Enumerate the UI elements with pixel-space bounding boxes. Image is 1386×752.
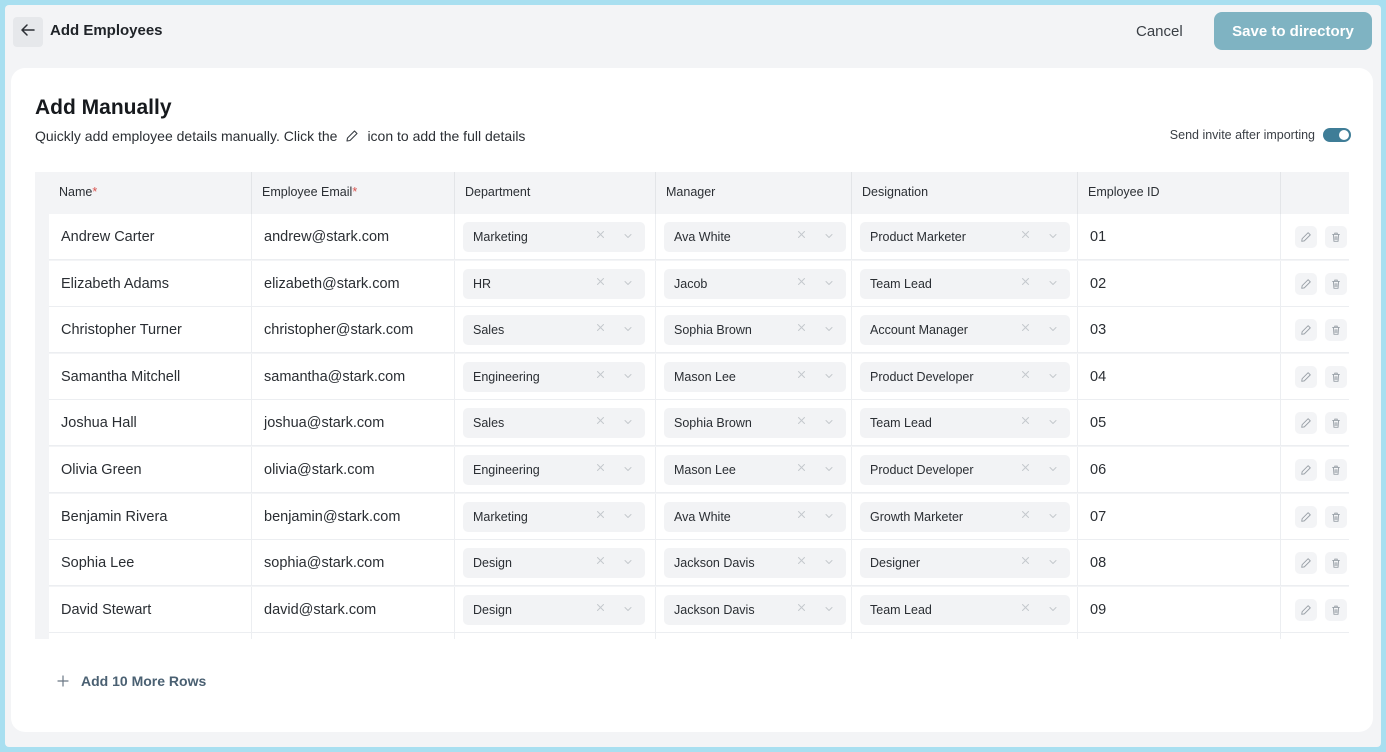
- manager-value: Mason Lee: [674, 463, 736, 477]
- designation-cell: [852, 214, 1078, 260]
- pencil-icon: [1300, 417, 1312, 429]
- employee-email[interactable]: samantha@stark.com: [252, 354, 455, 400]
- department-value: Engineering: [473, 463, 540, 477]
- designation-select[interactable]: [860, 455, 1070, 485]
- designation-value: Growth Marketer: [870, 509, 964, 524]
- close-icon[interactable]: [1021, 370, 1030, 379]
- chevron-down-icon[interactable]: [1048, 417, 1058, 427]
- back-button[interactable]: [13, 17, 43, 47]
- department-select[interactable]: [463, 455, 645, 485]
- edit-button[interactable]: [1295, 412, 1317, 434]
- manager-cell: [656, 447, 852, 493]
- card-title: Add Manually: [35, 96, 172, 119]
- add-rows-label: Add 10 More Rows: [81, 673, 207, 689]
- trash-icon: [1330, 371, 1342, 383]
- department-value: Design: [473, 556, 512, 571]
- employee-name[interactable]: Benjamin Rivera: [49, 494, 252, 540]
- designation-select[interactable]: [860, 595, 1070, 625]
- row-actions: [1295, 447, 1349, 493]
- designation-select[interactable]: [860, 269, 1070, 299]
- close-icon[interactable]: [596, 370, 605, 379]
- chevron-down-icon[interactable]: [1048, 604, 1058, 614]
- pencil-icon: [1300, 231, 1312, 243]
- chevron-down-icon[interactable]: [824, 557, 834, 567]
- chevron-down-icon[interactable]: [824, 604, 834, 614]
- department-cell: [455, 307, 656, 353]
- designation-value: Team Lead: [870, 416, 932, 431]
- chevron-down-icon[interactable]: [1048, 511, 1058, 521]
- pencil-icon: [1300, 604, 1312, 616]
- manager-select[interactable]: [664, 595, 846, 625]
- edit-button[interactable]: [1295, 319, 1317, 341]
- table-row: [49, 400, 1349, 446]
- trash-icon: [1330, 231, 1342, 243]
- cancel-button[interactable]: Cancel: [1122, 19, 1197, 45]
- chevron-down-icon[interactable]: [623, 464, 633, 474]
- arrow-left-icon: [20, 22, 36, 43]
- employee-name[interactable]: Samantha Mitchell: [49, 354, 252, 400]
- close-icon[interactable]: [797, 230, 806, 239]
- employee-id[interactable]: 07: [1078, 494, 1281, 540]
- empty-cell[interactable]: [1078, 633, 1281, 639]
- designation-value: Product Developer: [870, 369, 974, 384]
- manager-select[interactable]: [664, 362, 846, 392]
- close-icon[interactable]: [596, 230, 605, 239]
- employee-id[interactable]: 08: [1078, 540, 1281, 586]
- add-manually-card: [11, 68, 1373, 732]
- manager-cell: [656, 400, 852, 446]
- chevron-down-icon[interactable]: [1048, 464, 1058, 474]
- manager-select[interactable]: [664, 548, 846, 578]
- department-value: Design: [473, 602, 512, 617]
- pencil-icon: [1300, 278, 1312, 290]
- close-icon[interactable]: [596, 463, 605, 472]
- close-icon[interactable]: [797, 370, 806, 379]
- department-value: Marketing: [473, 230, 528, 244]
- manager-value: Jackson Davis: [674, 556, 755, 571]
- employee-email[interactable]: benjamin@stark.com: [252, 494, 455, 540]
- chevron-down-icon[interactable]: [824, 417, 834, 427]
- employee-name[interactable]: David Stewart: [49, 587, 252, 633]
- chevron-down-icon[interactable]: [623, 324, 633, 334]
- employee-email[interactable]: sophia@stark.com: [252, 540, 455, 586]
- edit-button[interactable]: [1295, 226, 1317, 248]
- edit-button[interactable]: [1295, 552, 1317, 574]
- table-row: [49, 494, 1349, 540]
- close-icon[interactable]: [1021, 603, 1030, 612]
- page-title: Add Employees: [50, 22, 163, 39]
- manager-value: Sophia Brown: [674, 416, 752, 431]
- table-row: [49, 540, 1349, 586]
- designation-cell: [852, 540, 1078, 586]
- trash-icon: [1330, 604, 1342, 616]
- manager-select[interactable]: [664, 269, 846, 299]
- delete-button[interactable]: [1325, 366, 1347, 388]
- delete-button[interactable]: [1325, 506, 1347, 528]
- chevron-down-icon[interactable]: [1048, 557, 1058, 567]
- manager-select[interactable]: [664, 222, 846, 252]
- designation-cell: [852, 261, 1078, 307]
- employee-name[interactable]: Andrew Carter: [49, 214, 252, 260]
- pencil-icon: [1300, 464, 1312, 476]
- chevron-down-icon[interactable]: [1048, 324, 1058, 334]
- delete-button[interactable]: [1325, 599, 1347, 621]
- empty-cell[interactable]: [252, 633, 455, 639]
- employee-email[interactable]: joshua@stark.com: [252, 400, 455, 446]
- header-designation: Designation: [852, 172, 1078, 214]
- department-select[interactable]: [463, 362, 645, 392]
- row-actions: [1295, 400, 1349, 446]
- save-to-directory-button[interactable]: Save to directory: [1214, 12, 1372, 50]
- department-value: Marketing: [473, 509, 528, 524]
- close-icon[interactable]: [596, 603, 605, 612]
- chevron-down-icon[interactable]: [623, 604, 633, 614]
- subtitle-text-before: Quickly add employee details manually. Click the: [35, 128, 338, 144]
- department-select[interactable]: [463, 269, 645, 299]
- designation-value: Team Lead: [870, 602, 932, 617]
- row-actions: [1295, 354, 1349, 400]
- header-email: Employee Email*: [252, 172, 455, 214]
- close-icon[interactable]: [797, 510, 806, 519]
- chevron-down-icon[interactable]: [1048, 371, 1058, 381]
- add-more-rows-button[interactable]: [57, 673, 206, 689]
- card-subtitle: [35, 128, 525, 144]
- designation-select[interactable]: [860, 362, 1070, 392]
- department-cell: [455, 447, 656, 493]
- edit-button[interactable]: [1295, 366, 1317, 388]
- employee-email[interactable]: olivia@stark.com: [252, 447, 455, 493]
- chevron-down-icon[interactable]: [824, 278, 834, 288]
- pencil-icon: [1300, 511, 1312, 523]
- delete-button[interactable]: [1325, 226, 1347, 248]
- department-select[interactable]: [463, 502, 645, 532]
- row-actions: [1295, 494, 1349, 540]
- header-actions: [1281, 172, 1349, 214]
- close-icon[interactable]: [1021, 230, 1030, 239]
- header-employee-id: Employee ID: [1078, 172, 1281, 214]
- close-icon[interactable]: [596, 556, 605, 565]
- app-window: [5, 5, 1381, 747]
- send-invite-toggle[interactable]: [1323, 128, 1351, 142]
- delete-button[interactable]: [1325, 319, 1347, 341]
- table-row: [49, 307, 1349, 353]
- manager-cell: [656, 494, 852, 540]
- department-select[interactable]: [463, 548, 645, 578]
- close-icon[interactable]: [1021, 277, 1030, 286]
- top-bar: [5, 5, 1381, 63]
- department-value: Engineering: [473, 369, 540, 384]
- manager-value: Jackson Davis: [674, 602, 755, 617]
- manager-value: Sophia Brown: [674, 323, 752, 338]
- designation-value: Product Marketer: [870, 230, 966, 244]
- designation-select[interactable]: [860, 222, 1070, 252]
- table-row: [49, 587, 1349, 633]
- trash-icon: [1330, 278, 1342, 290]
- employee-name[interactable]: Joshua Hall: [49, 400, 252, 446]
- table-row-empty: [49, 633, 1349, 639]
- empty-cell[interactable]: [49, 633, 252, 639]
- department-select[interactable]: [463, 595, 645, 625]
- designation-value: Product Developer: [870, 463, 974, 477]
- chevron-down-icon[interactable]: [824, 511, 834, 521]
- chevron-down-icon[interactable]: [824, 324, 834, 334]
- close-icon[interactable]: [596, 416, 605, 425]
- employee-id[interactable]: 02: [1078, 261, 1281, 307]
- close-icon[interactable]: [797, 416, 806, 425]
- trash-icon: [1330, 324, 1342, 336]
- chevron-down-icon[interactable]: [623, 231, 633, 241]
- employee-email[interactable]: elizabeth@stark.com: [252, 261, 455, 307]
- delete-button[interactable]: [1325, 273, 1347, 295]
- close-icon[interactable]: [1021, 556, 1030, 565]
- designation-select[interactable]: [860, 408, 1070, 438]
- department-select[interactable]: [463, 222, 645, 252]
- employee-name[interactable]: Sophia Lee: [49, 540, 252, 586]
- table-row: [49, 261, 1349, 307]
- send-invite-setting: [1170, 128, 1351, 142]
- designation-cell: [852, 307, 1078, 353]
- employee-email[interactable]: david@stark.com: [252, 587, 455, 633]
- close-icon[interactable]: [797, 556, 806, 565]
- row-actions: [1295, 307, 1349, 353]
- close-icon[interactable]: [1021, 323, 1030, 332]
- table-row: [49, 214, 1349, 260]
- manager-select[interactable]: [664, 315, 846, 345]
- close-icon[interactable]: [797, 603, 806, 612]
- employee-name[interactable]: Elizabeth Adams: [49, 261, 252, 307]
- employee-id[interactable]: 04: [1078, 354, 1281, 400]
- subtitle-text-after: icon to add the full details: [367, 128, 526, 144]
- close-icon[interactable]: [596, 510, 605, 519]
- employee-email[interactable]: christopher@stark.com: [252, 307, 455, 353]
- manager-cell: [656, 214, 852, 260]
- delete-button[interactable]: [1325, 459, 1347, 481]
- manager-select[interactable]: [664, 455, 846, 485]
- header-department: Department: [455, 172, 656, 214]
- table-row: [49, 447, 1349, 493]
- empty-cell[interactable]: [656, 633, 852, 639]
- employee-id[interactable]: 09: [1078, 587, 1281, 633]
- manager-value: Ava White: [674, 230, 731, 244]
- close-icon[interactable]: [797, 277, 806, 286]
- department-cell: [455, 400, 656, 446]
- manager-cell: [656, 261, 852, 307]
- department-value: Sales: [473, 323, 505, 338]
- delete-button[interactable]: [1325, 412, 1347, 434]
- chevron-down-icon[interactable]: [1048, 231, 1058, 241]
- department-cell: [455, 214, 656, 260]
- close-icon[interactable]: [596, 277, 605, 286]
- department-value: HR: [473, 276, 492, 291]
- header-name: Name*: [49, 172, 252, 214]
- chevron-down-icon[interactable]: [824, 371, 834, 381]
- employee-id[interactable]: 01: [1078, 214, 1281, 260]
- designation-cell: [852, 587, 1078, 633]
- designation-value: Designer: [870, 556, 921, 571]
- trash-icon: [1330, 511, 1342, 523]
- manager-cell: [656, 354, 852, 400]
- trash-icon: [1330, 557, 1342, 569]
- header-manager: Manager: [656, 172, 852, 214]
- employee-name[interactable]: Christopher Turner: [49, 307, 252, 353]
- employee-email[interactable]: andrew@stark.com: [252, 214, 455, 260]
- toggle-knob: [1339, 130, 1349, 140]
- department-select[interactable]: [463, 408, 645, 438]
- pencil-icon: [1300, 324, 1312, 336]
- department-select[interactable]: [463, 315, 645, 345]
- row-actions: [1295, 214, 1349, 260]
- edit-button[interactable]: [1295, 506, 1317, 528]
- edit-button[interactable]: [1295, 273, 1317, 295]
- pencil-icon: [1300, 371, 1312, 383]
- close-icon[interactable]: [596, 323, 605, 332]
- chevron-down-icon[interactable]: [824, 231, 834, 241]
- chevron-down-icon[interactable]: [623, 371, 633, 381]
- designation-select[interactable]: [860, 315, 1070, 345]
- table-header: [35, 172, 1349, 214]
- chevron-down-icon[interactable]: [623, 557, 633, 567]
- close-icon[interactable]: [1021, 463, 1030, 472]
- manager-select[interactable]: [664, 502, 846, 532]
- chevron-down-icon[interactable]: [623, 511, 633, 521]
- designation-select[interactable]: [860, 548, 1070, 578]
- edit-button[interactable]: [1295, 599, 1317, 621]
- empty-cell[interactable]: [852, 633, 1078, 639]
- chevron-down-icon[interactable]: [1048, 278, 1058, 288]
- table-row: [49, 354, 1349, 400]
- designation-cell: [852, 494, 1078, 540]
- manager-cell: [656, 307, 852, 353]
- trash-icon: [1330, 464, 1342, 476]
- close-icon[interactable]: [797, 463, 806, 472]
- designation-select[interactable]: [860, 502, 1070, 532]
- chevron-down-icon[interactable]: [824, 464, 834, 474]
- designation-value: Account Manager: [870, 323, 968, 338]
- department-value: Sales: [473, 416, 505, 431]
- pencil-icon: [1300, 557, 1312, 569]
- chevron-down-icon[interactable]: [623, 417, 633, 427]
- department-cell: [455, 540, 656, 586]
- chevron-down-icon[interactable]: [623, 278, 633, 288]
- employee-id[interactable]: 06: [1078, 447, 1281, 493]
- close-icon[interactable]: [797, 323, 806, 332]
- manager-cell: [656, 587, 852, 633]
- row-actions: [1295, 540, 1349, 586]
- delete-button[interactable]: [1325, 552, 1347, 574]
- send-invite-label: Send invite after importing: [1169, 128, 1315, 142]
- employee-id[interactable]: 03: [1078, 307, 1281, 353]
- plus-icon: [57, 675, 69, 687]
- department-cell: [455, 587, 656, 633]
- pencil-icon: [345, 129, 359, 143]
- manager-cell: [656, 540, 852, 586]
- manager-value: Mason Lee: [674, 369, 736, 384]
- edit-button[interactable]: [1295, 459, 1317, 481]
- designation-cell: [852, 354, 1078, 400]
- manager-value: Jacob: [674, 276, 708, 291]
- employees-table: [35, 172, 1349, 639]
- manager-select[interactable]: [664, 408, 846, 438]
- designation-value: Team Lead: [870, 276, 932, 291]
- empty-cell[interactable]: [455, 633, 656, 639]
- row-actions: [1295, 587, 1349, 633]
- designation-cell: [852, 400, 1078, 446]
- manager-value: Ava White: [674, 509, 731, 524]
- department-cell: [455, 261, 656, 307]
- trash-icon: [1330, 417, 1342, 429]
- row-actions: [1295, 261, 1349, 307]
- designation-cell: [852, 447, 1078, 493]
- close-icon[interactable]: [1021, 416, 1030, 425]
- employee-id[interactable]: 05: [1078, 400, 1281, 446]
- close-icon[interactable]: [1021, 510, 1030, 519]
- employee-name[interactable]: Olivia Green: [49, 447, 252, 493]
- department-cell: [455, 494, 656, 540]
- department-cell: [455, 354, 656, 400]
